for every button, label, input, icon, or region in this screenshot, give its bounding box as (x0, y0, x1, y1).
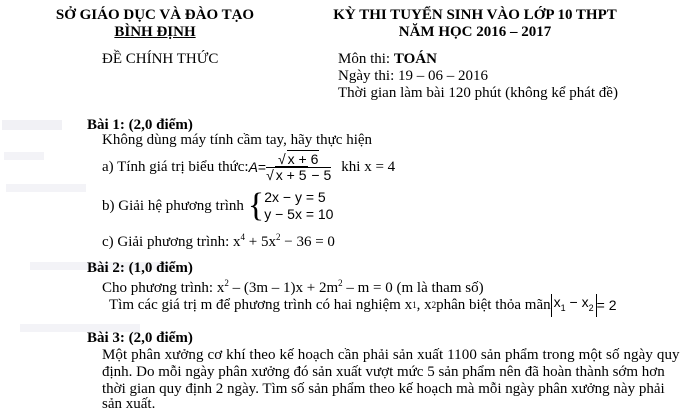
subject-line (338, 51, 437, 68)
bai1-intro: Không dùng máy tính cầm tay, hãy thực hiện (102, 132, 373, 148)
equation-2: y − 5x = 10 (264, 206, 334, 222)
exam-duration: Thời gian làm bài 120 phút (không kể phát đề) (338, 85, 618, 101)
bai1-b-label: b) Giải hệ phương trình (102, 197, 244, 214)
exam-date: Ngày thi: 19 – 06 – 2016 (338, 68, 488, 84)
exponent: 4 (240, 232, 246, 242)
denominator-radicand: x + 5 (275, 166, 307, 183)
equation-system (264, 189, 333, 223)
subscript: 1 (560, 302, 566, 313)
bai2-l2-b: , x (416, 296, 432, 313)
watermark-trace (6, 184, 86, 192)
bai2-l2-a: Tìm các giá trị m để phương trình có hai nghiệm x (109, 296, 413, 313)
absolute-value (551, 294, 597, 317)
expr-eq: = (257, 158, 267, 175)
system-brace: { (247, 187, 265, 224)
bai3-paragraph-line2: định. Do mỗi ngày phân xưởng đó sản xuất vượt mức 5 sản phẩm nên đã hoàn thành sớm hơn (102, 364, 665, 380)
bai1-a-label: a) Tính giá trị biểu thức: (102, 158, 249, 175)
subject-label: Môn thi: (338, 51, 394, 67)
province-name: BÌNH ĐỊNH (114, 24, 196, 40)
subscript: 2 (588, 302, 594, 313)
exponent: 2 (338, 278, 343, 288)
watermark-trace (2, 120, 62, 130)
bai1-c-mid: + 5x (245, 234, 277, 250)
fraction-denominator: √ x + 5 − 5 (266, 166, 332, 183)
subscript: 1 (412, 299, 417, 310)
bai3-paragraph-line3: thời gian quy định 2 ngày. Tìm số sản phẩm theo kế hoạch mà mỗi ngày phân xưởng này phải (102, 381, 665, 397)
bai2-l1-c: – m = 0 (m là tham số) (342, 280, 484, 296)
bai3-paragraph-line1: Một phân xưởng cơ khí theo kế hoạch cần phải sản xuất 1100 sản phẩm trong một số ngày quy (102, 347, 680, 363)
official-label: ĐỀ CHÍNH THỨC (102, 51, 219, 67)
watermark-trace (4, 152, 44, 160)
bai2-l1-a: Cho phương trình: x (102, 280, 225, 296)
bai1-c (102, 229, 335, 251)
bai3-paragraph-line4: sản xuất. (102, 396, 156, 412)
exam-title: KỲ THI TUYỂN SINH VÀO LỚP 10 THPT (333, 7, 617, 23)
fraction-numerator: √ x + 6 (266, 152, 331, 168)
bai2-l1-b: – (3m – 1)x + 2m (228, 280, 339, 296)
denominator-tail: − 5 (307, 166, 332, 183)
bai1-a-condition: khi x = 4 (341, 158, 396, 175)
expr-A: A (248, 158, 258, 175)
bai2-line2 (109, 294, 617, 317)
bai3-title: Bài 3: (2,0 điểm) (87, 330, 193, 346)
department-name: SỞ GIÁO DỤC VÀ ĐÀO TẠO (55, 7, 255, 23)
subscript: 2 (431, 299, 437, 310)
bai1-a (102, 149, 395, 185)
equation-1: 2x − y = 5 (264, 189, 326, 205)
numerator-radicand: x + 6 (287, 150, 319, 167)
exponent: 2 (224, 278, 229, 288)
abs-eq: = 2 (596, 296, 617, 313)
bai1-c-end: − 36 = 0 (280, 234, 335, 250)
abs-x: x (553, 294, 561, 310)
bai1-title: Bài 1: (2,0 điểm) (87, 117, 193, 133)
bai1-c-label: c) Giải phương trình: x (102, 234, 241, 250)
bai1-b (102, 188, 333, 224)
school-year: NĂM HỌC 2016 – 2017 (398, 24, 552, 40)
fraction (266, 152, 331, 183)
bai2-title: Bài 2: (1,0 điểm) (87, 260, 193, 276)
subject-value: TOÁN (393, 51, 437, 67)
abs-mid: − x (565, 294, 589, 310)
exponent: 2 (276, 232, 281, 242)
bai2-l2-c: phân biệt thỏa mãn (436, 296, 551, 313)
